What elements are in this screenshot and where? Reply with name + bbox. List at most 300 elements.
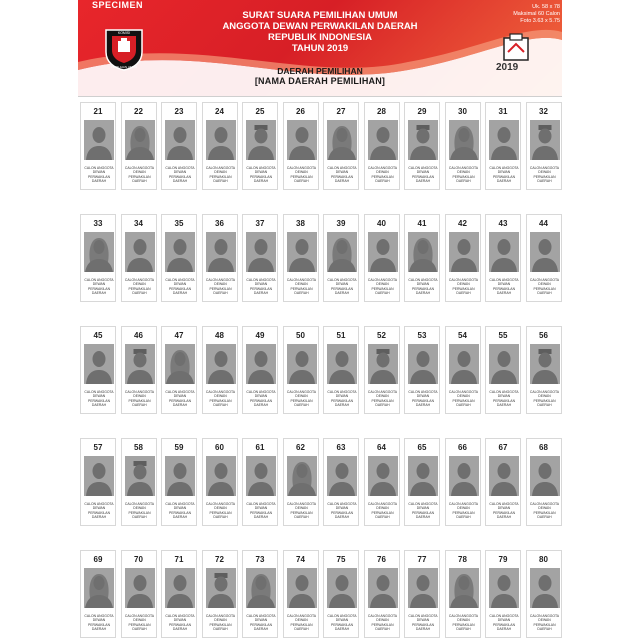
candidate-photo-placeholder-icon (530, 344, 560, 384)
caption-line: CALON ANGGOTA (124, 502, 155, 506)
caption-line: DEWAN (133, 618, 146, 623)
caption-line: CALON ANGGOTA (205, 614, 236, 618)
caption-line: PERWAKILAN (371, 622, 394, 627)
candidate-card[interactable] (364, 550, 400, 638)
caption-line: DAERAH (496, 178, 512, 183)
caption-line: CALON ANGGOTA (165, 278, 195, 282)
candidate-photo-placeholder-icon (449, 456, 479, 496)
caption-line: PERWAKILAN (168, 174, 192, 179)
candidate-number: 47 (174, 331, 184, 340)
caption-line: DAERAH (456, 402, 471, 407)
candidate-caption (447, 502, 481, 519)
candidate-caption (82, 390, 116, 407)
candidate-number: 34 (134, 219, 143, 228)
caption-line: CALON ANGGOTA (367, 390, 398, 394)
candidate-card[interactable] (526, 550, 562, 638)
caption-line: CALON ANGGOTA (246, 278, 276, 282)
candidate-number: 45 (93, 331, 103, 340)
candidate-card[interactable] (202, 326, 238, 414)
candidate-card[interactable] (404, 326, 440, 414)
candidate-card[interactable] (242, 214, 278, 302)
caption-line: DAERAH (91, 514, 107, 519)
candidate-card[interactable] (121, 550, 157, 638)
candidate-photo-placeholder-icon (206, 344, 236, 384)
caption-line: PERWAKILAN (371, 510, 394, 515)
caption-line: DEWAN (538, 506, 551, 511)
candidate-card[interactable] (121, 326, 157, 414)
caption-line: DAERAH (213, 178, 228, 183)
caption-line: DEWAN (214, 506, 227, 511)
caption-line: CALON ANGGOTA (205, 278, 236, 282)
caption-line: DAERAH (334, 402, 350, 407)
caption-line: PERWAKILAN (452, 398, 475, 403)
caption-line: DEWAN (254, 506, 268, 511)
candidate-number: 62 (296, 443, 305, 452)
candidate-card[interactable] (80, 326, 116, 414)
candidate-number: 36 (215, 219, 224, 228)
candidate-card[interactable] (242, 326, 278, 414)
candidate-number: 53 (417, 331, 427, 340)
caption-line: DEWAN (295, 618, 308, 623)
candidate-photo-placeholder-icon (84, 568, 114, 608)
candidate-photo-placeholder-icon (287, 232, 317, 272)
candidate-caption (487, 614, 521, 631)
caption-line: PERWAKILAN (168, 622, 192, 627)
caption-line: DAERAH (213, 402, 228, 407)
caption-line: CALON ANGGOTA (367, 278, 398, 282)
caption-line: CALON ANGGOTA (165, 166, 195, 170)
caption-line: PERWAKILAN (492, 398, 516, 403)
caption-line: CALON ANGGOTA (286, 278, 317, 282)
candidate-number: 39 (336, 219, 346, 228)
candidate-caption (82, 614, 116, 631)
candidate-card[interactable] (161, 214, 197, 302)
caption-line: DAERAH (294, 514, 309, 519)
caption-line: CALON ANGGOTA (124, 166, 155, 170)
caption-line: DAERAH (132, 514, 147, 519)
spec-line: Foto 3.63 x 5.75 (520, 18, 560, 24)
candidate-card[interactable] (445, 438, 481, 526)
caption-line: DAERAH (172, 178, 188, 183)
caption-line: PERWAKILAN (533, 286, 556, 291)
caption-line: CALON ANGGOTA (165, 614, 195, 618)
candidate-photo-placeholder-icon (408, 120, 438, 160)
caption-line: DAERAH (253, 290, 269, 295)
candidate-caption (528, 614, 562, 631)
caption-line: DAERAH (294, 178, 309, 183)
candidate-photo-placeholder-icon (449, 120, 479, 160)
candidate-photo-placeholder-icon (125, 120, 155, 160)
candidate-card[interactable] (161, 326, 197, 414)
caption-line: PERWAKILAN (371, 398, 394, 403)
caption-line: PERWAKILAN (411, 622, 435, 627)
caption-line: DEWAN (254, 394, 268, 399)
caption-line: DEWAN (214, 394, 227, 399)
caption-line: CALON ANGGOTA (408, 502, 438, 506)
candidate-caption (447, 166, 481, 183)
candidate-number: 46 (134, 331, 143, 340)
caption-line: PERWAKILAN (87, 398, 111, 403)
candidate-caption (285, 166, 319, 183)
candidate-card[interactable] (202, 102, 238, 190)
caption-line: DEWAN (376, 282, 389, 287)
candidate-card[interactable] (404, 438, 440, 526)
candidate-card[interactable] (323, 214, 359, 302)
header-divider (78, 96, 562, 97)
candidate-caption (285, 614, 319, 631)
caption-line: CALON ANGGOTA (529, 502, 560, 506)
caption-line: DEWAN (457, 394, 470, 399)
caption-line: DAERAH (172, 514, 188, 519)
caption-line: CALON ANGGOTA (124, 614, 155, 618)
candidate-photo-placeholder-icon (206, 568, 236, 608)
candidate-card[interactable] (161, 102, 197, 190)
caption-line: DAERAH (456, 178, 471, 183)
caption-line: DAERAH (415, 178, 431, 183)
election-year: 2019 (496, 62, 519, 73)
candidate-photo-placeholder-icon (489, 232, 519, 272)
candidate-number: 80 (539, 555, 548, 564)
caption-line: DEWAN (497, 618, 511, 623)
caption-line: DEWAN (214, 282, 227, 287)
candidate-caption (123, 502, 157, 519)
caption-line: DAERAH (496, 402, 512, 407)
caption-line: DAERAH (375, 178, 390, 183)
candidate-caption (325, 390, 359, 407)
candidate-number: 29 (417, 107, 427, 116)
candidate-photo-placeholder-icon (206, 456, 236, 496)
candidate-card[interactable] (121, 102, 157, 190)
candidate-card[interactable] (485, 214, 521, 302)
candidate-number: 40 (377, 219, 386, 228)
caption-line: CALON ANGGOTA (84, 614, 114, 618)
caption-line: DEWAN (538, 618, 551, 623)
candidate-card[interactable] (526, 326, 562, 414)
candidate-card[interactable] (80, 438, 116, 526)
candidate-card[interactable] (323, 102, 359, 190)
candidate-card[interactable] (445, 550, 481, 638)
candidate-number: 65 (417, 443, 427, 452)
candidate-photo-placeholder-icon (165, 456, 195, 496)
candidate-number: 21 (93, 107, 103, 116)
candidate-number: 38 (296, 219, 305, 228)
caption-line: PERWAKILAN (533, 174, 556, 179)
candidate-card[interactable] (404, 102, 440, 190)
candidate-number: 33 (93, 219, 103, 228)
caption-line: PERWAKILAN (128, 622, 151, 627)
caption-line: PERWAKILAN (168, 286, 192, 291)
caption-line: DEWAN (416, 394, 430, 399)
caption-line: CALON ANGGOTA (448, 390, 479, 394)
caption-line: PERWAKILAN (533, 622, 556, 627)
candidate-caption (528, 502, 562, 519)
caption-line: DAERAH (496, 290, 512, 295)
candidate-card[interactable] (526, 102, 562, 190)
caption-line: CALON ANGGOTA (408, 166, 438, 170)
candidate-card[interactable] (526, 214, 562, 302)
candidate-card[interactable] (161, 550, 197, 638)
candidate-photo-placeholder-icon (489, 568, 519, 608)
candidate-card[interactable] (283, 214, 319, 302)
ballot-title (180, 10, 460, 54)
caption-line: DEWAN (92, 394, 106, 399)
caption-line: PERWAKILAN (452, 286, 475, 291)
caption-line: PERWAKILAN (411, 398, 435, 403)
caption-line: DEWAN (92, 506, 106, 511)
candidate-number: 51 (336, 331, 346, 340)
candidate-card[interactable] (404, 550, 440, 638)
candidate-card[interactable] (121, 438, 157, 526)
caption-line: DAERAH (496, 514, 512, 519)
caption-line: CALON ANGGOTA (448, 502, 479, 506)
caption-line: DEWAN (133, 394, 146, 399)
caption-line: PERWAKILAN (249, 174, 273, 179)
candidate-card[interactable] (364, 102, 400, 190)
candidate-caption (528, 166, 562, 183)
caption-line: DEWAN (538, 394, 551, 399)
candidate-caption (204, 166, 238, 183)
caption-line: DAERAH (294, 402, 309, 407)
candidate-card[interactable] (202, 438, 238, 526)
caption-line: CALON ANGGOTA (205, 502, 236, 506)
candidate-card[interactable] (80, 550, 116, 638)
caption-line: PERWAKILAN (249, 286, 273, 291)
candidate-card[interactable] (485, 438, 521, 526)
candidate-card[interactable] (161, 438, 197, 526)
kpu-logo-text: KOMISI (117, 31, 131, 35)
candidate-caption (244, 502, 278, 519)
candidate-number: 44 (539, 219, 548, 228)
caption-line: CALON ANGGOTA (205, 390, 236, 394)
caption-line: PERWAKILAN (87, 286, 111, 291)
candidate-number: 72 (215, 555, 224, 564)
caption-line: PERWAKILAN (290, 510, 313, 515)
title-line: REPUBLIK INDONESIA (268, 32, 372, 43)
candidate-photo-placeholder-icon (368, 344, 398, 384)
caption-line: PERWAKILAN (411, 286, 435, 291)
candidate-card[interactable] (526, 438, 562, 526)
candidate-card[interactable] (445, 214, 481, 302)
candidate-photo-placeholder-icon (489, 120, 519, 160)
candidate-photo-placeholder-icon (408, 232, 438, 272)
caption-line: DAERAH (375, 290, 390, 295)
candidate-card[interactable] (242, 102, 278, 190)
caption-line: CALON ANGGOTA (408, 614, 438, 618)
candidate-number: 66 (458, 443, 467, 452)
caption-line: DEWAN (92, 282, 106, 287)
candidate-photo-placeholder-icon (287, 456, 317, 496)
caption-line: DAERAH (213, 290, 228, 295)
caption-line: DAERAH (415, 514, 431, 519)
candidate-caption (285, 278, 319, 295)
caption-line: PERWAKILAN (492, 286, 516, 291)
caption-line: PERWAKILAN (249, 510, 273, 515)
caption-line: PERWAKILAN (330, 622, 354, 627)
candidate-number: 77 (417, 555, 427, 564)
candidate-card[interactable] (242, 550, 278, 638)
candidate-caption (123, 614, 157, 631)
caption-line: CALON ANGGOTA (529, 166, 560, 170)
candidate-caption (487, 166, 521, 183)
candidate-number: 32 (539, 107, 548, 116)
caption-line: DEWAN (457, 506, 470, 511)
candidate-card[interactable] (364, 214, 400, 302)
candidate-card[interactable] (323, 550, 359, 638)
candidate-number: 25 (255, 107, 265, 116)
candidate-caption (123, 278, 157, 295)
candidate-card[interactable] (283, 438, 319, 526)
candidate-card[interactable] (485, 326, 521, 414)
candidate-photo-placeholder-icon (125, 568, 155, 608)
candidate-card[interactable] (80, 102, 116, 190)
candidate-caption (285, 502, 319, 519)
candidate-card[interactable] (364, 438, 400, 526)
caption-line: DEWAN (295, 170, 308, 175)
caption-line: DAERAH (91, 290, 107, 295)
candidate-card[interactable] (445, 326, 481, 414)
caption-line: DAERAH (253, 514, 269, 519)
caption-line: DEWAN (376, 618, 389, 623)
caption-line: DEWAN (538, 282, 551, 287)
caption-line: CALON ANGGOTA (367, 166, 398, 170)
caption-line: DEWAN (335, 506, 349, 511)
candidate-card[interactable] (121, 214, 157, 302)
title-line: ANGGOTA DEWAN PERWAKILAN DAERAH (222, 21, 418, 32)
caption-line: DEWAN (416, 618, 430, 623)
caption-line: CALON ANGGOTA (367, 614, 398, 618)
caption-line: PERWAKILAN (411, 174, 435, 179)
caption-line: DAERAH (91, 402, 107, 407)
caption-line: PERWAKILAN (168, 510, 192, 515)
caption-line: CALON ANGGOTA (246, 390, 276, 394)
candidate-caption (406, 390, 440, 407)
candidate-number: 55 (498, 331, 508, 340)
candidate-card[interactable] (202, 214, 238, 302)
candidate-photo-placeholder-icon (246, 568, 276, 608)
caption-line: DAERAH (334, 178, 350, 183)
candidate-number: 26 (296, 107, 305, 116)
caption-line: PERWAKILAN (330, 286, 354, 291)
caption-line: CALON ANGGOTA (367, 502, 398, 506)
candidate-photo-placeholder-icon (125, 232, 155, 272)
caption-line: DEWAN (416, 506, 430, 511)
caption-line: DAERAH (456, 290, 471, 295)
caption-line: DEWAN (376, 506, 389, 511)
candidate-card[interactable] (485, 550, 521, 638)
caption-line: DEWAN (295, 394, 308, 399)
candidate-photo-placeholder-icon (206, 232, 236, 272)
candidate-number: 24 (215, 107, 224, 116)
caption-line: PERWAKILAN (128, 286, 151, 291)
caption-line: CALON ANGGOTA (529, 614, 560, 618)
candidate-caption (285, 390, 319, 407)
caption-line: DAERAH (496, 626, 512, 631)
caption-line: DAERAH (253, 402, 269, 407)
candidate-card[interactable] (323, 438, 359, 526)
candidate-photo-placeholder-icon (489, 344, 519, 384)
candidate-photo-placeholder-icon (165, 568, 195, 608)
caption-line: CALON ANGGOTA (84, 278, 114, 282)
candidate-photo-placeholder-icon (327, 568, 357, 608)
caption-line: CALON ANGGOTA (84, 502, 114, 506)
caption-line: DAERAH (132, 178, 147, 183)
candidate-caption (204, 614, 238, 631)
candidate-caption (82, 166, 116, 183)
candidate-card[interactable] (283, 550, 319, 638)
candidate-card[interactable] (404, 214, 440, 302)
candidate-card[interactable] (283, 326, 319, 414)
candidate-photo-placeholder-icon (327, 344, 357, 384)
caption-line: PERWAKILAN (330, 510, 354, 515)
caption-line: DAERAH (91, 626, 107, 631)
candidate-number: 37 (255, 219, 265, 228)
caption-line: DAERAH (132, 290, 147, 295)
caption-line: DEWAN (92, 618, 106, 623)
candidate-card[interactable] (323, 326, 359, 414)
caption-line: PERWAKILAN (290, 398, 313, 403)
caption-line: PERWAKILAN (209, 174, 232, 179)
candidate-photo-placeholder-icon (327, 456, 357, 496)
caption-line: PERWAKILAN (249, 622, 273, 627)
candidate-card[interactable] (202, 550, 238, 638)
caption-line: CALON ANGGOTA (489, 166, 519, 170)
caption-line: CALON ANGGOTA (84, 390, 114, 394)
candidate-card[interactable] (80, 214, 116, 302)
candidate-caption (123, 166, 157, 183)
caption-line: CALON ANGGOTA (327, 278, 357, 282)
candidate-photo-placeholder-icon (449, 568, 479, 608)
candidate-caption (325, 502, 359, 519)
caption-line: PERWAKILAN (371, 174, 394, 179)
candidate-caption (82, 502, 116, 519)
caption-line: PERWAKILAN (452, 174, 475, 179)
candidate-caption (204, 278, 238, 295)
candidate-caption (447, 614, 481, 631)
candidate-photo-placeholder-icon (449, 344, 479, 384)
caption-line: DAERAH (415, 626, 431, 631)
candidate-grid (80, 98, 560, 633)
candidate-card[interactable] (283, 102, 319, 190)
candidate-photo-placeholder-icon (125, 344, 155, 384)
caption-line: CALON ANGGOTA (489, 390, 519, 394)
candidate-photo-placeholder-icon (287, 120, 317, 160)
spec-line: Uk. 58 x 78 (532, 4, 560, 10)
caption-line: PERWAKILAN (209, 286, 232, 291)
candidate-card[interactable] (485, 102, 521, 190)
candidate-photo-placeholder-icon (165, 120, 195, 160)
caption-line: PERWAKILAN (492, 174, 516, 179)
candidate-number: 70 (134, 555, 143, 564)
candidate-number: 75 (336, 555, 346, 564)
caption-line: DAERAH (375, 402, 390, 407)
candidate-caption (163, 166, 197, 183)
candidate-card[interactable] (242, 438, 278, 526)
caption-line: DEWAN (133, 170, 146, 175)
caption-line: DAERAH (294, 290, 309, 295)
caption-line: DAERAH (91, 178, 107, 183)
candidate-card[interactable] (445, 102, 481, 190)
candidate-card[interactable] (364, 326, 400, 414)
candidate-number: 49 (255, 331, 265, 340)
candidate-number: 78 (458, 555, 467, 564)
candidate-photo-placeholder-icon (246, 232, 276, 272)
candidate-caption (123, 390, 157, 407)
caption-line: CALON ANGGOTA (124, 390, 155, 394)
candidate-caption (163, 390, 197, 407)
candidate-number: 52 (377, 331, 386, 340)
caption-line: DAERAH (253, 178, 269, 183)
caption-line: DEWAN (457, 618, 470, 623)
